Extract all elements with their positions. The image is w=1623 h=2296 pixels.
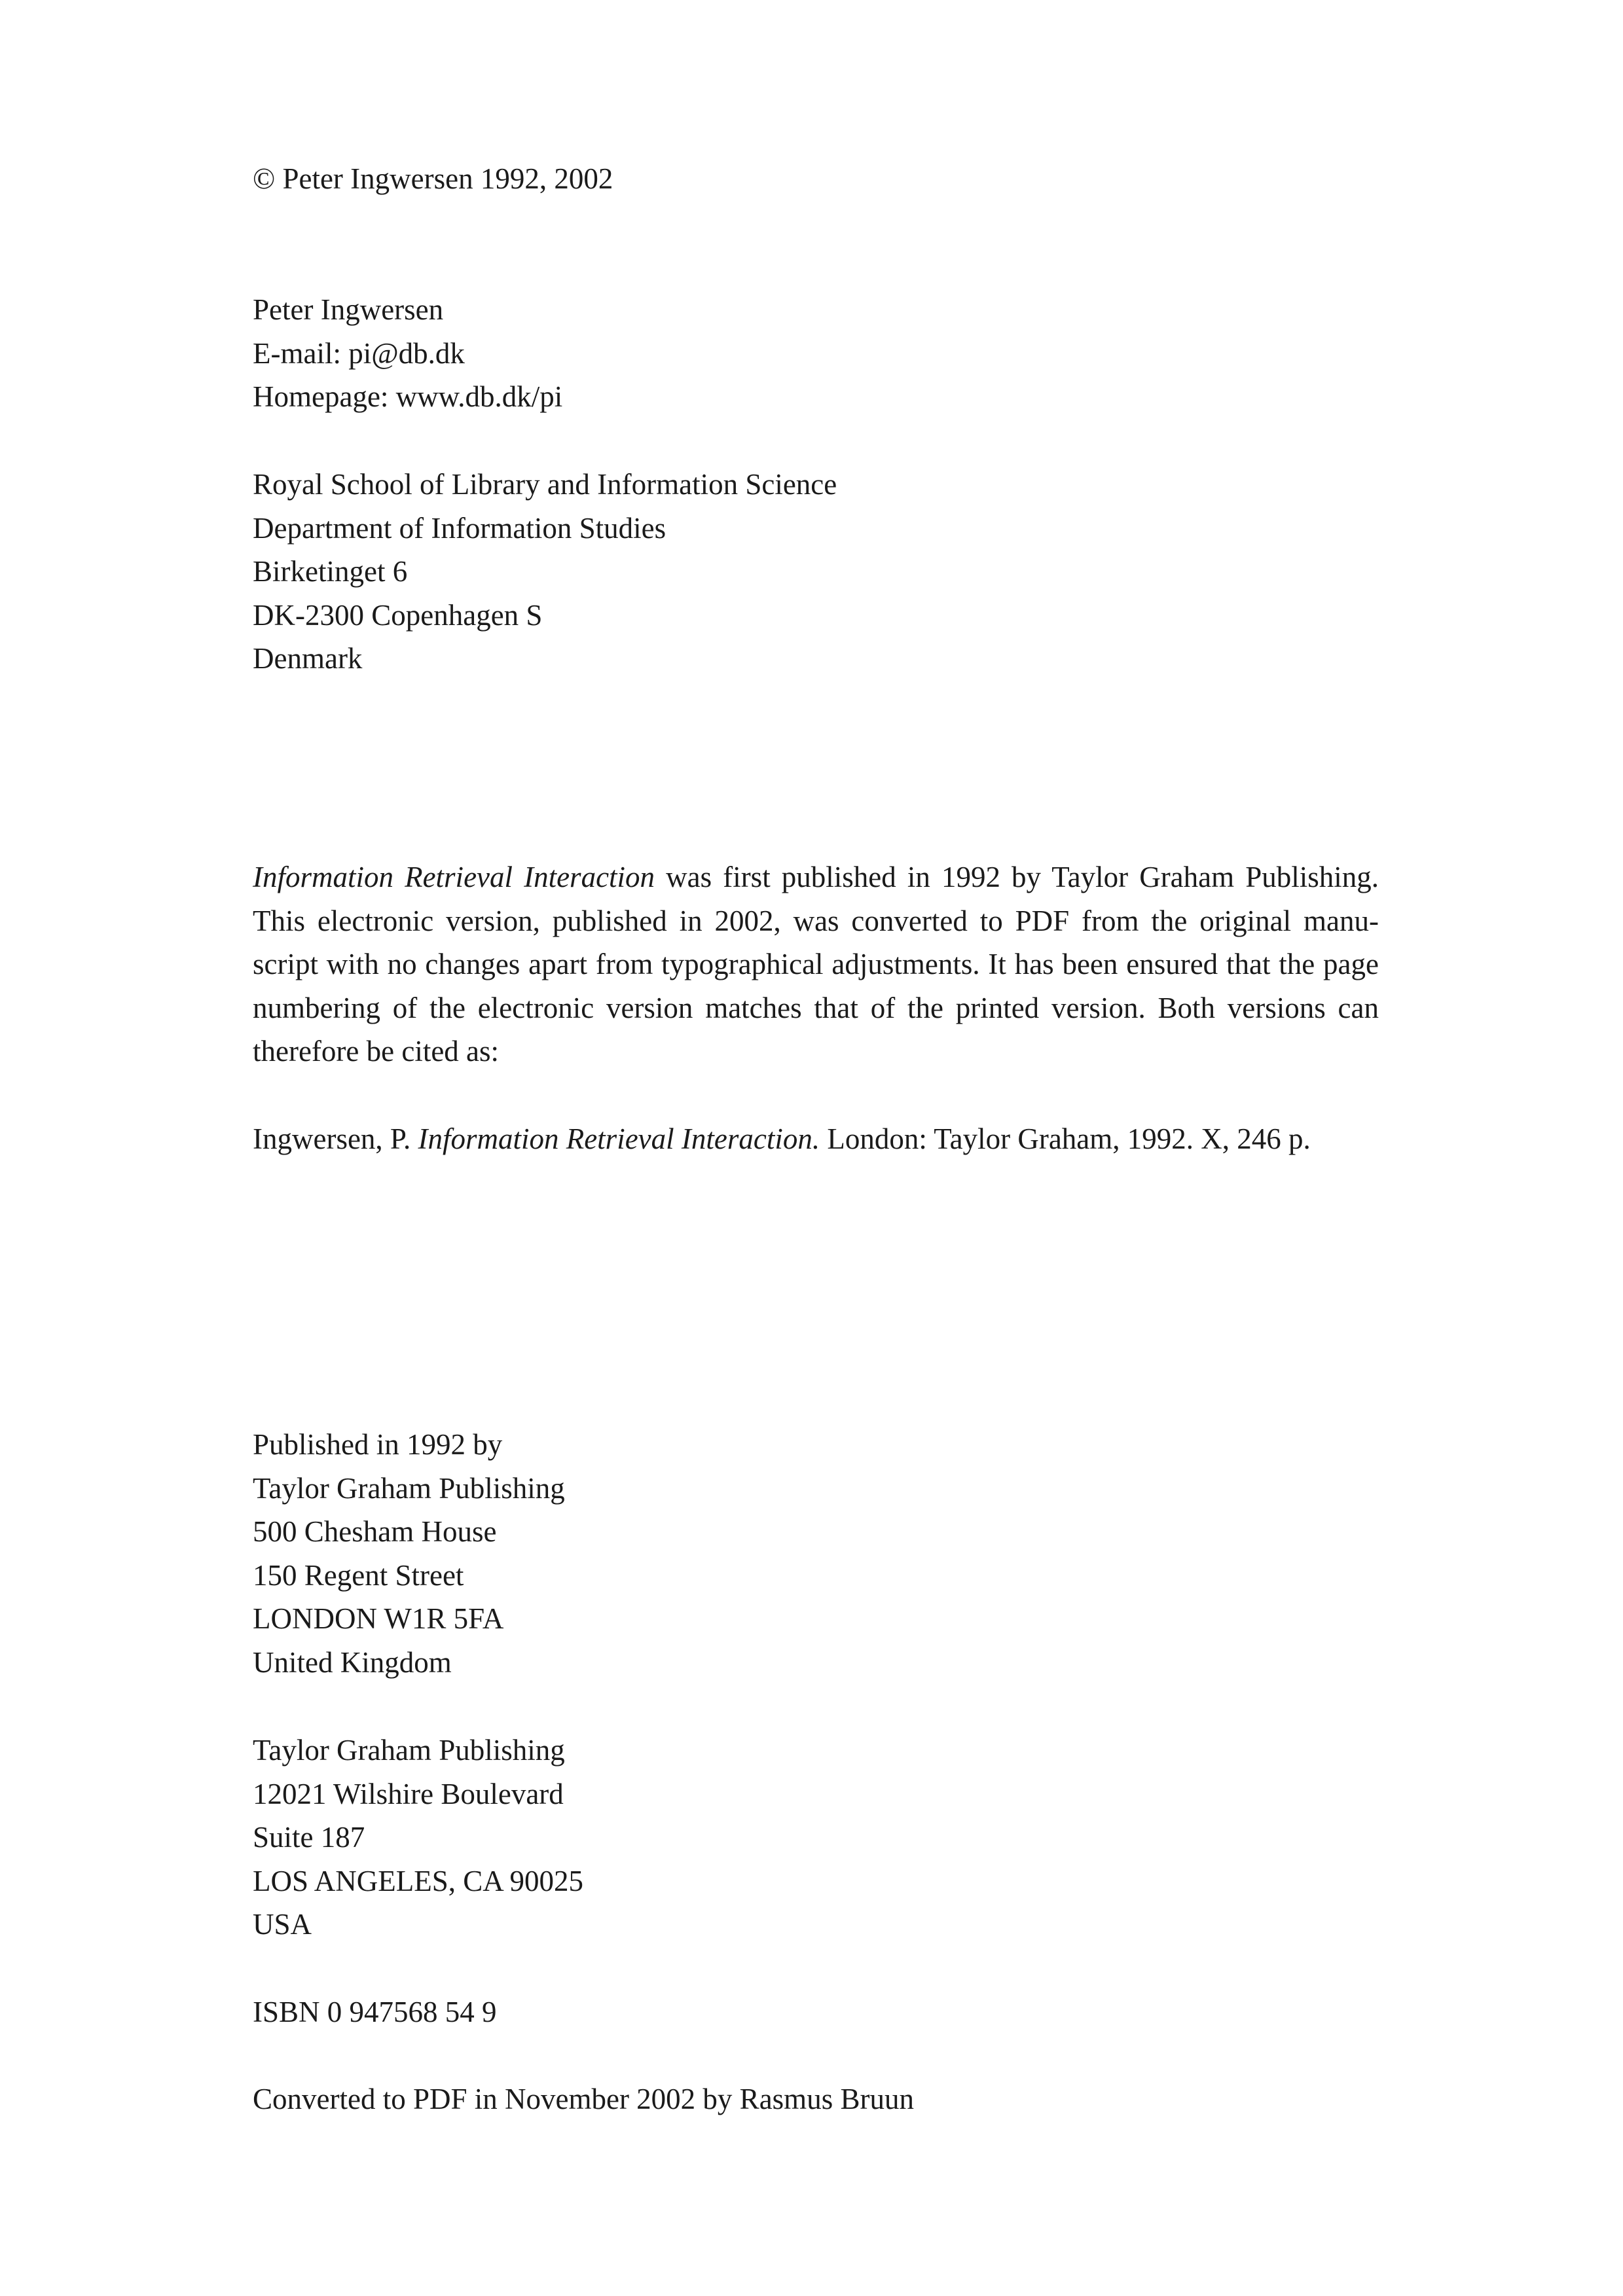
author-contact (253, 288, 1379, 419)
publisher-uk-line: Published in 1992 by (253, 1428, 503, 1461)
conversion-note (253, 2077, 1379, 2121)
publisher-us-line: USA (253, 1908, 312, 1941)
author-email: E-mail: pi@db.dk (253, 336, 465, 370)
publication-note (253, 855, 1379, 1073)
citation-title: Information Retrieval Interaction. (418, 1122, 820, 1155)
institution-line: Denmark (253, 642, 363, 675)
publication-note-text: was first published in 1992 by Taylor Graham Publishing. This electronic version, published in 2002, was converted to PDF from the original manu-script with no changes apart from typographical adjustments. It has been ensured that the page numbering of the electronic version matches that of the printed version. Both versions can therefore be cited as: (253, 861, 1379, 1067)
isbn (253, 1990, 1379, 2034)
institution-address (253, 463, 1379, 681)
institution-line: Department of Information Studies (253, 511, 666, 545)
author-name: Peter Ingwersen (253, 293, 444, 326)
copyright-line: © Peter Ingwersen 1992, 2002 (253, 162, 613, 195)
author-homepage: Homepage: www.db.dk/pi (253, 380, 563, 413)
publisher-uk-line: LONDON W1R 5FA (253, 1602, 504, 1635)
book-title: Information Retrieval Interaction (253, 861, 655, 893)
institution-line: DK-2300 Copenhagen S (253, 598, 543, 632)
publisher-us-line: Taylor Graham Publishing (253, 1734, 565, 1767)
citation-line (253, 1117, 1379, 1161)
publisher-us-address (253, 1729, 1379, 1946)
publisher-uk-address (253, 1423, 1379, 1684)
publisher-us-line: LOS ANGELES, CA 90025 (253, 1864, 584, 1897)
institution-line: Birketinget 6 (253, 555, 408, 588)
publisher-uk-line: United Kingdom (253, 1645, 452, 1679)
publisher-us-line: 12021 Wilshire Boulevard (253, 1777, 564, 1810)
institution-line: Royal School of Library and Information Science (253, 468, 837, 501)
publisher-uk-line: 500 Chesham House (253, 1515, 497, 1548)
citation (253, 1117, 1379, 1161)
citation-author: Ingwersen, P. (253, 1122, 418, 1155)
copyright-notice (253, 157, 1379, 201)
publisher-us-line: Suite 187 (253, 1821, 365, 1854)
conversion-line: Converted to PDF in November 2002 by Rasmus Bruun (253, 2083, 914, 2115)
citation-details: London: Taylor Graham, 1992. X, 246 p. (820, 1122, 1311, 1155)
publisher-uk-line: Taylor Graham Publishing (253, 1471, 565, 1505)
publication-note-paragraph (253, 855, 1379, 1073)
publisher-uk-line: 150 Regent Street (253, 1558, 464, 1592)
isbn-line: ISBN 0 947568 54 9 (253, 1996, 497, 2028)
